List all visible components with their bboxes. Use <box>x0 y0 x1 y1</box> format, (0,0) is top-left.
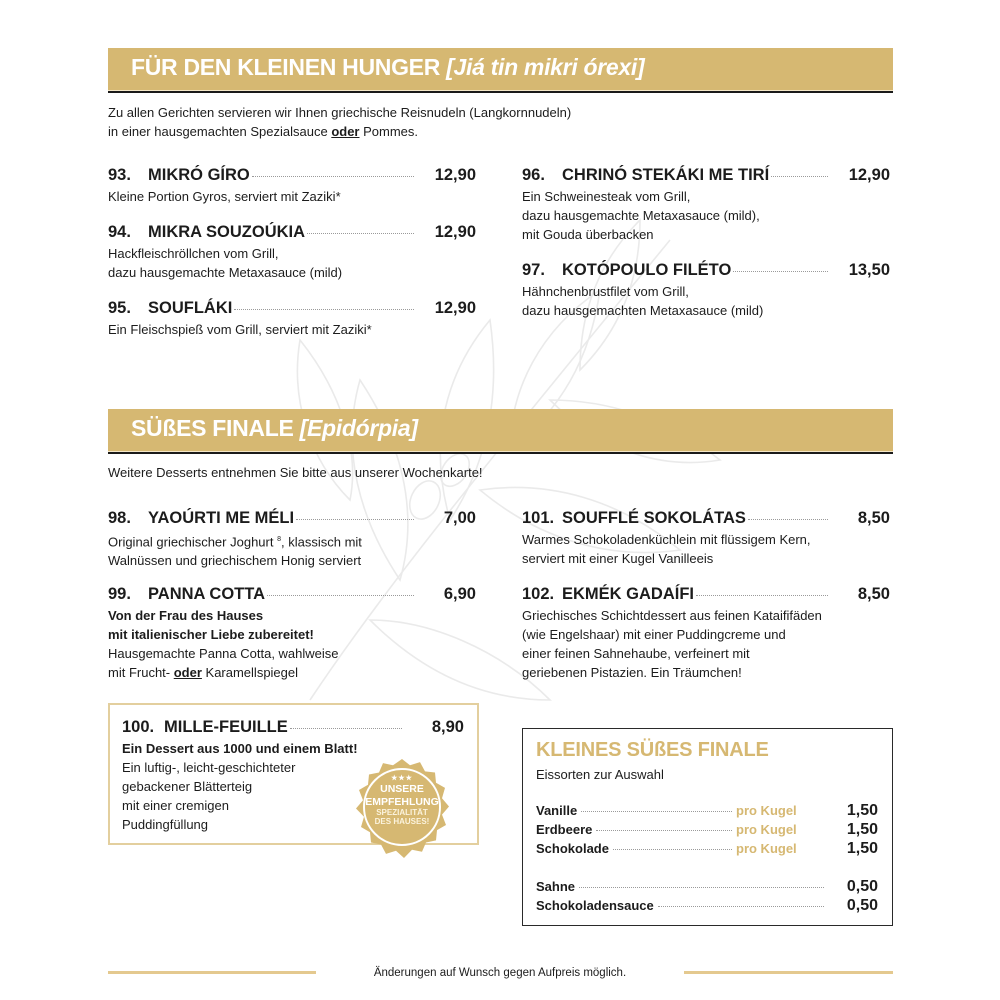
ice-row-vanille <box>536 802 878 820</box>
dot-leader <box>581 811 732 812</box>
item-description: dazu hausgemachte Metaxasauce (mild) <box>108 265 343 280</box>
badge-line: UNSERE <box>380 783 424 795</box>
section-title <box>131 54 644 81</box>
flavor-name: Erdbeere <box>536 822 593 837</box>
menu-item-96 <box>522 166 890 244</box>
section-title-main: SÜßES FINALE <box>131 415 294 441</box>
badge-line: EMPFEHLUNG <box>365 796 439 808</box>
intro-line: Zu allen Gerichten servieren wir Ihnen griechische Reisnudeln (Langkornnudeln) <box>108 105 572 120</box>
item-description: Hähnchenbrustfilet vom Grill, <box>522 284 689 299</box>
item-price: 8,50 <box>857 585 890 603</box>
ice-row-erdbeere <box>536 821 878 839</box>
section-divider <box>108 88 893 93</box>
dot-leader <box>613 849 732 850</box>
item-price: 12,90 <box>848 166 890 184</box>
flavor-name: Schokolade <box>536 841 609 856</box>
dot-leader <box>307 233 414 234</box>
item-description: einer feinen Sahnehaube, verfeinert mit <box>522 646 750 661</box>
item-tagline: mit italienischer Liebe zubereitet! <box>108 627 314 642</box>
section-header-suesses-finale <box>108 409 893 449</box>
dot-leader <box>579 887 824 888</box>
section-intro <box>108 463 483 482</box>
recommendation-badge <box>352 752 452 862</box>
dot-leader <box>290 728 402 729</box>
intro-text: Pommes. <box>359 124 418 139</box>
menu-item-101 <box>522 509 890 568</box>
desc-text: mit Frucht- <box>108 665 174 680</box>
item-description: geriebenen Pistazien. Ein Träumchen! <box>522 665 742 680</box>
item-name: SOUFFLÉ SOKOLÁTAS <box>562 509 746 527</box>
item-name: EKMÉK GADAÍFI <box>562 585 694 603</box>
flavor-name: Vanille <box>536 803 578 818</box>
flavor-price: 1,50 <box>846 821 878 838</box>
item-name: PANNA COTTA <box>148 585 266 603</box>
item-number: 100. <box>122 718 155 736</box>
intro-text: in einer hausgemachten Spezialsauce <box>108 124 332 139</box>
item-description: mit einer cremigen <box>122 798 229 813</box>
item-number: 97. <box>522 261 545 279</box>
item-number: 93. <box>108 166 131 184</box>
badge-text <box>352 774 452 826</box>
section-title-greek: [Epidórpia] <box>299 415 418 441</box>
item-name: KOTÓPOULO FILÉTO <box>562 261 732 279</box>
dot-leader <box>267 595 414 596</box>
menu-item-93 <box>108 166 476 206</box>
item-description: Griechisches Schichtdessert aus feinen Kataififäden <box>522 608 822 623</box>
flavor-unit: pro Kugel <box>736 803 797 818</box>
item-name: YAOÚRTI ME MÉLI <box>148 509 295 527</box>
item-price: 13,50 <box>848 261 890 279</box>
section-intro <box>108 103 571 141</box>
item-number: 98. <box>108 509 131 527</box>
stars-icon: ★★★ <box>391 775 413 782</box>
menu-item-95 <box>108 299 476 339</box>
item-description: Ein Schweinesteak vom Grill, <box>522 189 691 204</box>
item-description <box>108 530 476 551</box>
dot-leader <box>296 519 414 520</box>
flavor-price: 1,50 <box>846 840 878 857</box>
ice-row-schokoladensauce <box>536 897 878 915</box>
section-divider <box>108 449 893 454</box>
item-description: serviert mit einer Kugel Vanilleeis <box>522 551 714 566</box>
item-tagline: Ein Dessert aus 1000 und einem Blatt! <box>122 741 358 756</box>
item-number: 96. <box>522 166 545 184</box>
item-number: 101. <box>522 509 555 527</box>
intro-emphasis: oder <box>331 124 360 139</box>
extra-price: 0,50 <box>846 897 878 914</box>
item-description: Warmes Schokoladenküchlein mit flüssigem Kern, <box>522 532 811 547</box>
item-description: mit Gouda überbacken <box>522 227 654 242</box>
section-title-greek: [Jiá tin mikri órexi] <box>446 54 645 80</box>
extra-price: 0,50 <box>846 878 878 895</box>
desc-emphasis: oder <box>173 665 202 680</box>
extra-name: Schokoladensauce <box>536 898 654 913</box>
desc-text: , klassisch mit <box>281 534 362 550</box>
item-description: Kleine Portion Gyros, serviert mit Zaziki* <box>108 189 341 204</box>
badge-line: SPEZIALITÄT <box>376 808 428 817</box>
item-description: Puddingfüllung <box>122 817 209 832</box>
desc-text: Original griechischer Joghurt <box>108 534 274 550</box>
menu-item-94 <box>108 223 476 282</box>
dot-leader <box>234 309 414 310</box>
item-description: gebackener Blätterteig <box>122 779 253 794</box>
item-description: Hackfleischröllchen vom Grill, <box>108 246 279 261</box>
dot-leader <box>733 271 828 272</box>
section-title <box>131 415 418 442</box>
menu-item-99 <box>108 585 476 682</box>
intro-line: Weitere Desserts entnehmen Sie bitte aus unserer Wochenkarte! <box>108 465 483 480</box>
dot-leader <box>658 906 824 907</box>
item-number: 94. <box>108 223 131 241</box>
item-price: 12,90 <box>434 299 476 317</box>
item-description: Ein Fleischspieß vom Grill, serviert mit Zaziki* <box>108 322 372 337</box>
item-number: 102. <box>522 585 555 603</box>
item-description: Walnüssen und griechischem Honig serviert <box>108 553 362 569</box>
item-description: Hausgemachte Panna Cotta, wahlweise <box>108 646 339 661</box>
item-description: Ein luftig-, leicht-geschichteter <box>122 760 296 775</box>
item-name: MIKRA SOUZOÚKIA <box>148 223 306 241</box>
item-name: CHRINÓ STEKÁKI ME TIRÍ <box>562 166 770 184</box>
item-price: 8,50 <box>857 509 890 527</box>
menu-item-97 <box>522 261 890 320</box>
item-price: 6,90 <box>443 585 476 603</box>
item-name: MILLE-FEUILLE <box>164 718 288 736</box>
item-price: 12,90 <box>434 166 476 184</box>
ice-box-title: KLEINES SÜßES FINALE <box>536 739 769 761</box>
item-price: 12,90 <box>434 223 476 241</box>
item-price: 8,90 <box>431 718 464 736</box>
item-description <box>108 663 476 682</box>
ice-row-sahne <box>536 878 878 896</box>
intro-line <box>108 122 571 141</box>
dot-leader <box>748 519 828 520</box>
item-tagline: Von der Frau des Hauses <box>108 608 264 623</box>
dot-leader <box>771 176 828 177</box>
flavor-unit: pro Kugel <box>736 822 797 837</box>
menu-item-102 <box>522 585 890 682</box>
item-description: dazu hausgemachten Metaxasauce (mild) <box>522 303 764 318</box>
item-name: SOUFLÁKI <box>148 299 233 317</box>
ice-cream-box <box>522 728 893 926</box>
dot-leader <box>596 830 732 831</box>
allergen-footnote: 8 <box>277 536 281 543</box>
ice-row-schokolade <box>536 840 878 858</box>
menu-item-98 <box>108 509 476 570</box>
badge-line: DES HAUSES! <box>374 817 430 826</box>
item-description: dazu hausgemachte Metaxasauce (mild), <box>522 208 760 223</box>
footer-note: Änderungen auf Wunsch gegen Aufpreis möglich. <box>373 967 627 979</box>
item-number: 95. <box>108 299 131 317</box>
dot-leader <box>252 176 414 177</box>
desc-text: Karamellspiegel <box>201 665 299 680</box>
section-header-kleiner-hunger <box>108 48 893 88</box>
section-title-main: FÜR DEN KLEINEN HUNGER <box>131 54 441 80</box>
flavor-price: 1,50 <box>846 802 878 819</box>
item-description: (wie Engelshaar) mit einer Puddingcreme und <box>522 627 786 642</box>
dot-leader <box>696 595 828 596</box>
ice-box-subtitle: Eissorten zur Auswahl <box>536 767 664 782</box>
item-number: 99. <box>108 585 131 603</box>
extra-name: Sahne <box>536 879 576 894</box>
item-name: MIKRÓ GÍRO <box>148 166 250 184</box>
flavor-unit: pro Kugel <box>736 841 797 856</box>
item-price: 7,00 <box>443 509 476 527</box>
